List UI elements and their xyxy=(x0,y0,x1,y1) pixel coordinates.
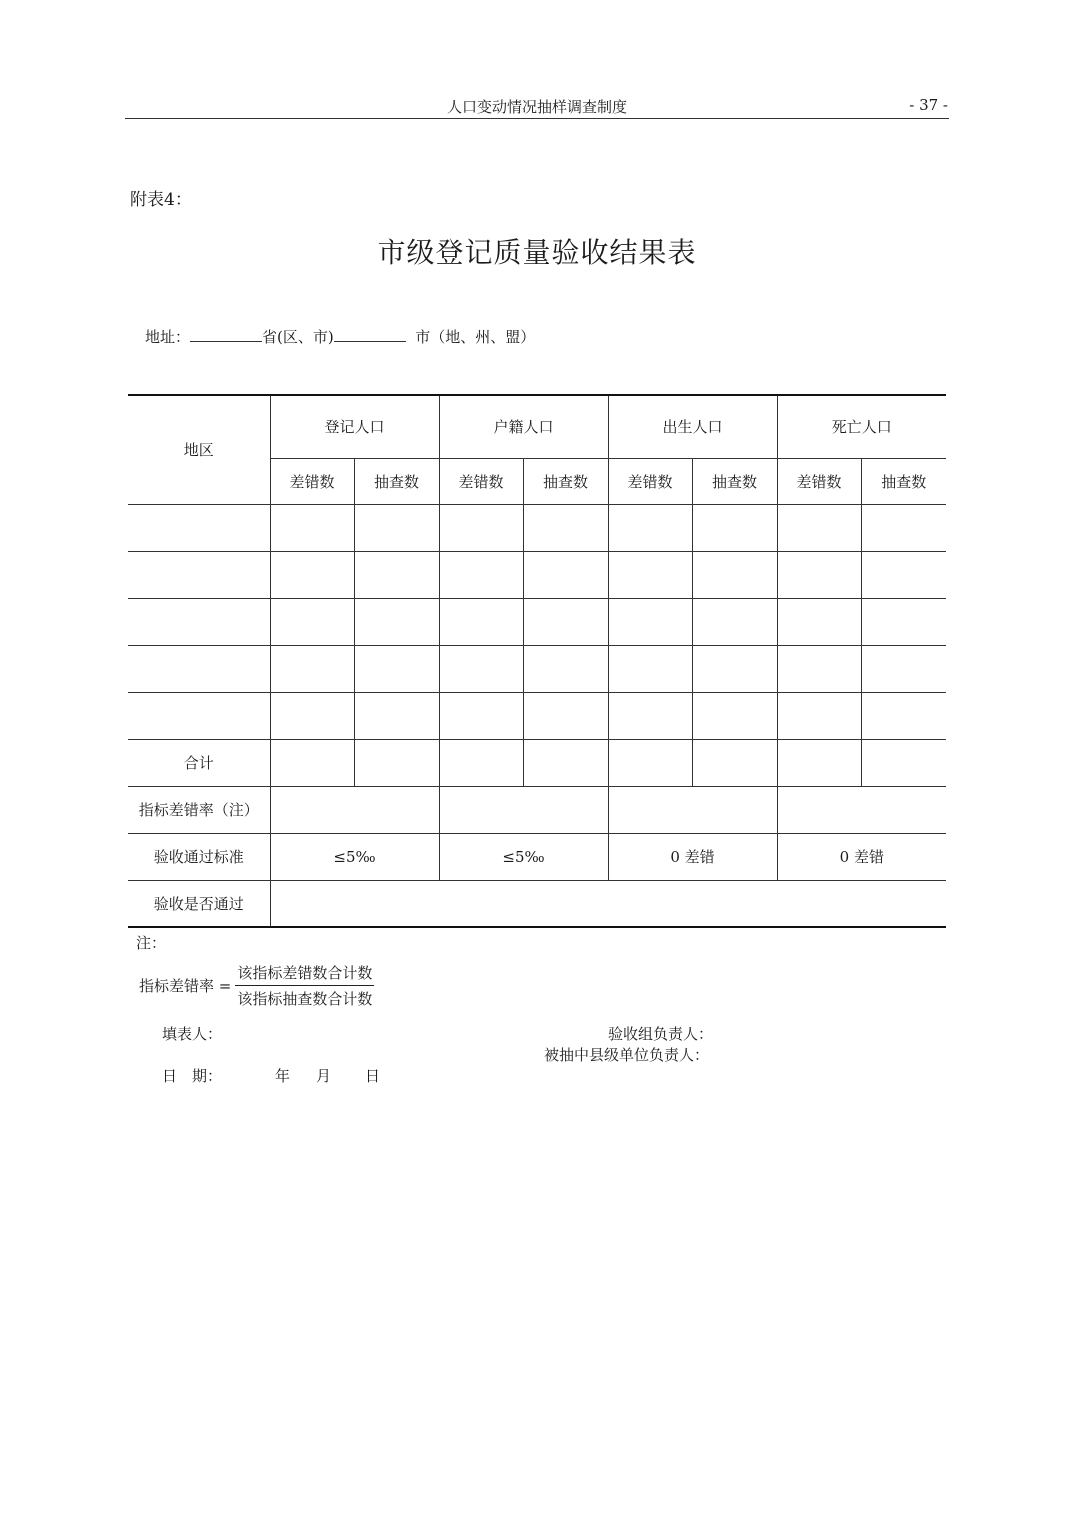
error-rate-cell[interactable] xyxy=(270,786,439,833)
data-cell[interactable] xyxy=(439,692,523,739)
standard-value: 0 差错 xyxy=(777,833,946,880)
address-label: 地址： xyxy=(145,328,191,346)
formula-fraction xyxy=(235,962,374,1009)
data-cell[interactable] xyxy=(777,692,861,739)
data-cell[interactable] xyxy=(861,504,946,551)
total-row xyxy=(128,739,946,786)
data-cell[interactable] xyxy=(777,645,861,692)
data-cell[interactable] xyxy=(523,551,608,598)
standard-value: ≤5‰ xyxy=(439,833,608,880)
data-cell[interactable] xyxy=(608,739,692,786)
data-cell[interactable] xyxy=(354,598,439,645)
data-cell[interactable] xyxy=(861,551,946,598)
standard-value: ≤5‰ xyxy=(270,833,439,880)
data-cell[interactable] xyxy=(439,739,523,786)
data-cell[interactable] xyxy=(608,504,692,551)
data-cell[interactable] xyxy=(861,598,946,645)
sub-header-checked: 抽查数 xyxy=(861,458,946,504)
address-line xyxy=(145,326,535,347)
sub-header-errors: 差错数 xyxy=(439,458,523,504)
sub-header-checked: 抽查数 xyxy=(692,458,777,504)
data-cell[interactable] xyxy=(439,504,523,551)
data-cell[interactable] xyxy=(523,504,608,551)
error-rate-cell[interactable] xyxy=(608,786,777,833)
filler-label: 填表人： xyxy=(162,1025,223,1043)
sub-header-checked: 抽查数 xyxy=(354,458,439,504)
data-cell[interactable] xyxy=(692,739,777,786)
data-cell[interactable] xyxy=(861,692,946,739)
group-header-birth: 出生人口 xyxy=(608,395,777,458)
table-row xyxy=(128,598,946,645)
region-header: 地区 xyxy=(128,395,270,504)
data-cell[interactable] xyxy=(777,598,861,645)
standard-value: 0 差错 xyxy=(608,833,777,880)
month-label: 月 xyxy=(316,1067,332,1085)
data-cell[interactable] xyxy=(608,692,692,739)
data-cell[interactable] xyxy=(777,551,861,598)
error-rate-formula xyxy=(139,962,374,1009)
data-cell[interactable] xyxy=(270,692,354,739)
team-leader-label: 验收组负责人： xyxy=(608,1025,714,1043)
city-blank[interactable] xyxy=(334,329,406,342)
appendix-label: 附表4： xyxy=(130,190,192,210)
formula-numerator: 该指标差错数合计数 xyxy=(235,962,374,986)
city-label: 市（地、州、盟） xyxy=(415,328,536,346)
county-leader-label: 被抽中县级单位负责人： xyxy=(544,1046,710,1064)
formula-denominator: 该指标抽查数合计数 xyxy=(237,990,373,1008)
table-row xyxy=(128,692,946,739)
region-cell[interactable] xyxy=(128,692,270,739)
data-cell[interactable] xyxy=(861,645,946,692)
data-cell[interactable] xyxy=(608,551,692,598)
data-cell[interactable] xyxy=(777,504,861,551)
data-cell[interactable] xyxy=(692,504,777,551)
data-cell[interactable] xyxy=(692,551,777,598)
page-number: - 37 - xyxy=(909,96,948,114)
sub-header-errors: 差错数 xyxy=(777,458,861,504)
data-cell[interactable] xyxy=(692,645,777,692)
province-label: 省(区、市) xyxy=(262,328,334,346)
province-blank[interactable] xyxy=(190,329,262,342)
table-row xyxy=(128,504,946,551)
day-label: 日 xyxy=(365,1067,381,1085)
passed-label: 验收是否通过 xyxy=(128,880,270,927)
sub-header-errors: 差错数 xyxy=(608,458,692,504)
year-label: 年 xyxy=(275,1067,291,1085)
data-cell[interactable] xyxy=(608,645,692,692)
region-cell[interactable] xyxy=(128,598,270,645)
data-cell[interactable] xyxy=(270,551,354,598)
error-rate-row xyxy=(128,786,946,833)
data-cell[interactable] xyxy=(692,692,777,739)
data-cell[interactable] xyxy=(354,645,439,692)
data-cell[interactable] xyxy=(523,598,608,645)
formula-lhs: 指标差错率 = xyxy=(139,977,232,995)
sub-header-checked: 抽查数 xyxy=(523,458,608,504)
data-cell[interactable] xyxy=(692,598,777,645)
group-header-registered: 登记人口 xyxy=(270,395,439,458)
passed-cell[interactable] xyxy=(270,880,946,927)
data-cell[interactable] xyxy=(523,739,608,786)
data-cell[interactable] xyxy=(354,504,439,551)
table-row xyxy=(128,551,946,598)
data-cell[interactable] xyxy=(439,551,523,598)
data-cell[interactable] xyxy=(861,739,946,786)
data-cell[interactable] xyxy=(523,645,608,692)
data-cell[interactable] xyxy=(354,692,439,739)
data-cell[interactable] xyxy=(439,598,523,645)
table-row xyxy=(128,645,946,692)
error-rate-cell[interactable] xyxy=(439,786,608,833)
data-cell[interactable] xyxy=(270,739,354,786)
standard-label: 验收通过标准 xyxy=(128,833,270,880)
running-header-title: 人口变动情况抽样调查制度 xyxy=(446,98,627,116)
data-cell[interactable] xyxy=(777,739,861,786)
error-rate-label: 指标差错率（注） xyxy=(128,786,270,833)
region-cell[interactable] xyxy=(128,645,270,692)
passed-row xyxy=(128,880,946,927)
data-cell[interactable] xyxy=(354,739,439,786)
form-title: 市级登记质量验收结果表 xyxy=(377,236,697,269)
date-label: 日 期： xyxy=(162,1067,223,1085)
note-label: 注： xyxy=(136,934,167,952)
region-cell[interactable] xyxy=(128,504,270,551)
data-cell[interactable] xyxy=(523,692,608,739)
results-table xyxy=(128,394,946,928)
data-cell[interactable] xyxy=(608,598,692,645)
data-cell[interactable] xyxy=(270,598,354,645)
error-rate-cell[interactable] xyxy=(777,786,946,833)
group-header-death: 死亡人口 xyxy=(777,395,946,458)
total-label: 合计 xyxy=(128,739,270,786)
data-cell[interactable] xyxy=(439,645,523,692)
data-cell[interactable] xyxy=(354,551,439,598)
standard-row xyxy=(128,833,946,880)
data-cell[interactable] xyxy=(270,645,354,692)
header-rule xyxy=(125,118,949,119)
group-header-household: 户籍人口 xyxy=(439,395,608,458)
region-cell[interactable] xyxy=(128,551,270,598)
data-cell[interactable] xyxy=(270,504,354,551)
sub-header-errors: 差错数 xyxy=(270,458,354,504)
